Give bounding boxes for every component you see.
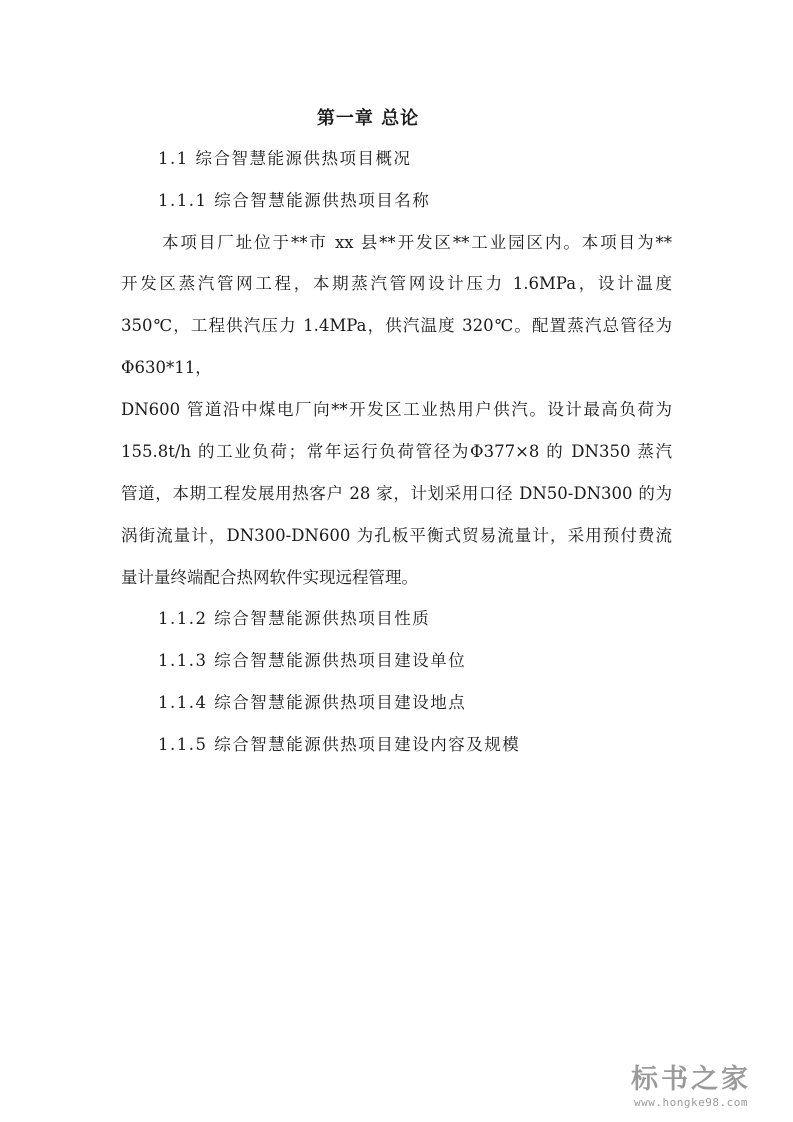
paragraph-line: 量计量终端配合热网软件实现远程管理。 <box>121 568 418 587</box>
paragraph-line: Φ630*11， <box>121 358 212 377</box>
paragraph-line: 开发区蒸汽管网工程，本期蒸汽管网设计压力 1.6MPa，设计温度 <box>121 274 672 293</box>
paragraph-line: 涡街流量计，DN300-DN600 为孔板平衡式贸易流量计，采用预付费流 <box>121 526 672 545</box>
section-heading: 1.1 综合智慧能源供热项目概况 <box>158 149 412 168</box>
subsection-heading: 1.1.1 综合智慧能源供热项目名称 <box>158 191 431 210</box>
subsection-heading: 1.1.4 综合智慧能源供热项目建设地点 <box>158 693 467 712</box>
subsection-heading: 1.1.2 综合智慧能源供热项目性质 <box>158 609 431 628</box>
watermark-logo <box>611 1064 771 1110</box>
paragraph-line: 管道，本期工程发展用热客户 28 家，计划采用口径 DN50-DN300 的为 <box>121 484 672 503</box>
watermark-title: 标书之家 <box>631 1064 751 1095</box>
paragraph-line: DN600 管道沿中煤电厂向**开发区工业热用户供汽。设计最高负荷为 <box>121 400 672 419</box>
watermark-url: www.hongke98.com <box>634 1096 748 1109</box>
chapter-title: 第一章 总论 <box>316 108 420 129</box>
subsection-heading: 1.1.3 综合智慧能源供热项目建设单位 <box>158 651 467 670</box>
paragraph-line: 155.8t/h 的工业负荷；常年运行负荷管径为Φ377×8 的 DN350 蒸汽 <box>121 442 672 461</box>
paragraph-line: 本项目厂址位于**市 xx 县**开发区**工业园区内。本项目为** <box>162 233 672 252</box>
subsection-heading: 1.1.5 综合智慧能源供热项目建设内容及规模 <box>158 735 521 754</box>
paragraph-line: 350℃，工程供汽压力 1.4MPa，供汽温度 320℃。配置蒸汽总管径为 <box>121 316 672 335</box>
